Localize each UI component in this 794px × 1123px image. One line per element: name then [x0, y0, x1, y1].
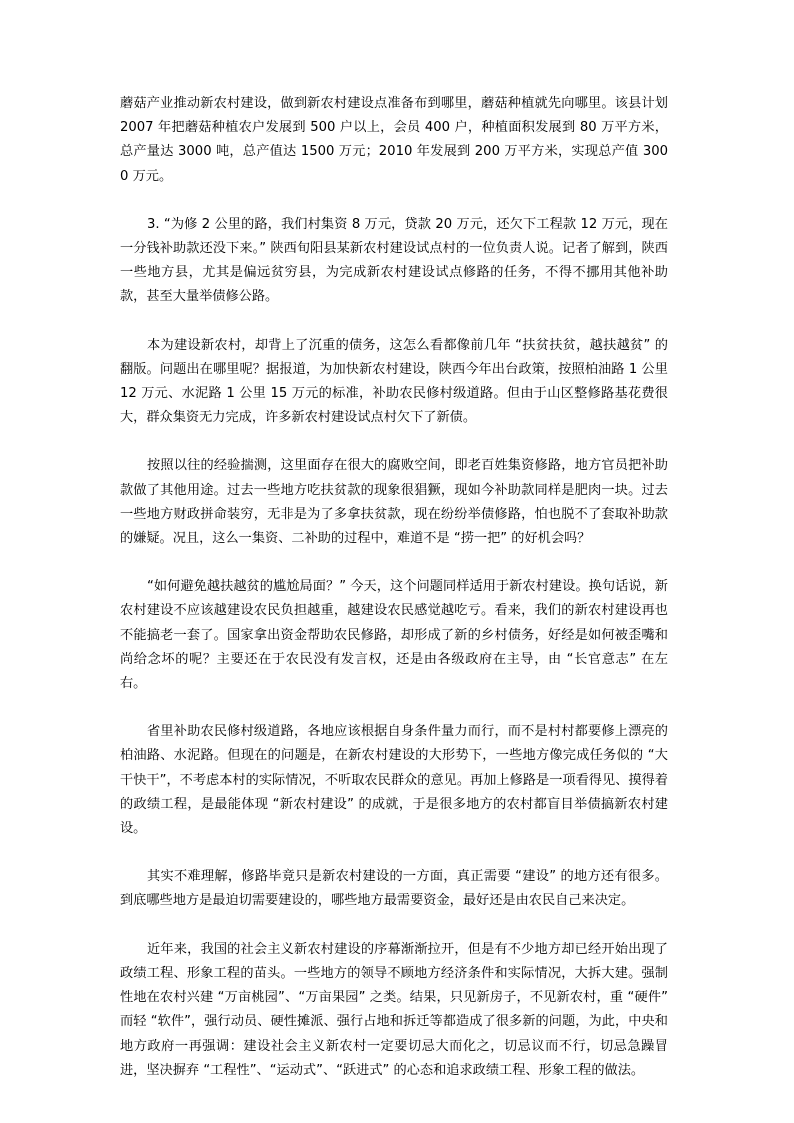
- document-page: [120, 92, 668, 1107]
- paragraph-image-projects: 近年来，我国的社会主义新农村建设的序幕渐渐拉开，但是有不少地方却已经开始出现了政绩工程、形象工程的苗头。一些地方的领导不顾地方经济条件和实际情况，大拆大建。强制性地在农村兴建 “万亩桃园”、“万亩果园” 之类。结果，只见新房子，不见新农村，重 “硬件” 而轻 “软件”，强行动员、硬性摊派、强行占地和拆迁等都造成了很多新的问题，为此，中央和地方政府一再强调：建设社会主义新农村一定要切忌大而化之，切忌议而不行，切忌急躁冒进，坚决摒弃 “工程性”、“运动式”、“跃进式” 的心态和追求政绩工程、形象工程的做法。: [120, 941, 668, 1078]
- paragraph-corruption-speculation: 按照以往的经验揣测，这里面存在很大的腐败空间，即老百姓集资修路，地方官员把补助款做了其他用途。过去一些地方吃扶贫款的现象很猖獗，现如今补助款同样是肥肉一块。过去一些地方财政拼命装穷，无非是为了多拿扶贫款，现在纷纷举债修路，怕也脱不了套取补助款的嫌疑。况且，这么一集资、二补助的过程中，难道不是 “捞一把” 的好机会吗？: [120, 458, 668, 547]
- paragraph-farmers-decide: 其实不难理解，修路毕竟只是新农村建设的一方面，真正需要 “建设” 的地方还有很多。到底哪些地方是最迫切需要建设的，哪些地方最需要资金，最好还是由农民自己来决定。: [120, 869, 668, 909]
- paragraph-heavy-debt: 本为建设新农村，却背上了沉重的债务，这怎么看都像前几年 “扶贫扶贫，越扶越贫” 的翻版。问题出在哪里呢？据报道，为加快新农村建设，陕西今年出台政策，按照柏油路 1 公里 12 万元、水泥路 1 公里 15 万元的标准，补助农民修村级道路。但由于山区整修路基花费很大，群众集资无力完成，许多新农村建设试点村欠下了新债。: [120, 337, 668, 426]
- paragraph-provincial-subsidy: 省里补助农民修村级道路，各地应该根据自身条件量力而行，而不是村村都要修上漂亮的柏油路、水泥路。但现在的问题是，在新农村建设的大形势下，一些地方像完成任务似的 “大干快干”，不考虑本村的实际情况，不听取农民群众的意见。再加上修路是一项看得见、摸得着的政绩工程，是最能体现 “新农村建设” 的成就，于是很多地方的农村都盲目举债搞新农村建设。: [120, 724, 668, 837]
- paragraph-mushroom-industry: 蘑菇产业推动新农村建设，做到新农村建设点准备布到哪里，蘑菇种植就先向哪里。该县计划 2007 年把蘑菇种植农户发展到 500 户以上，会员 400 户，种植面积发展到 80 万平方米，总产量达 3000 吨，总产值达 1500 万元；2010 年发展到 200 万平方米，实现总产值 3000 万元。: [120, 96, 668, 184]
- paragraph-road-debt-report: 3. “为修 2 公里的路，我们村集资 8 万元，贷款 20 万元，还欠下工程款 12 万元，现在一分钱补助款还没下来。” 陕西旬阳县某新农村建设试点村的一位负责人说。记者了解到，陕西一些地方县，尤其是偏远贫穷县，为完成新农村建设试点修路的任务，不得不挪用其他补助款，甚至大量举债修公路。: [120, 216, 668, 305]
- paragraph-avoid-poverty-trap: “如何避免越扶越贫的尴尬局面？” 今天，这个问题同样适用于新农村建设。换句话说，新农村建设不应该越建设农民负担越重，越建设农民感觉越吃亏。看来，我们的新农村建设再也不能搞老一套了。国家拿出资金帮助农民修路，却形成了新的乡村债务，好经是如何被歪嘴和尚给念坏的呢？主要还在于农民没有发言权，还是由各级政府在主导，由 “长官意志” 在左右。: [120, 579, 668, 692]
